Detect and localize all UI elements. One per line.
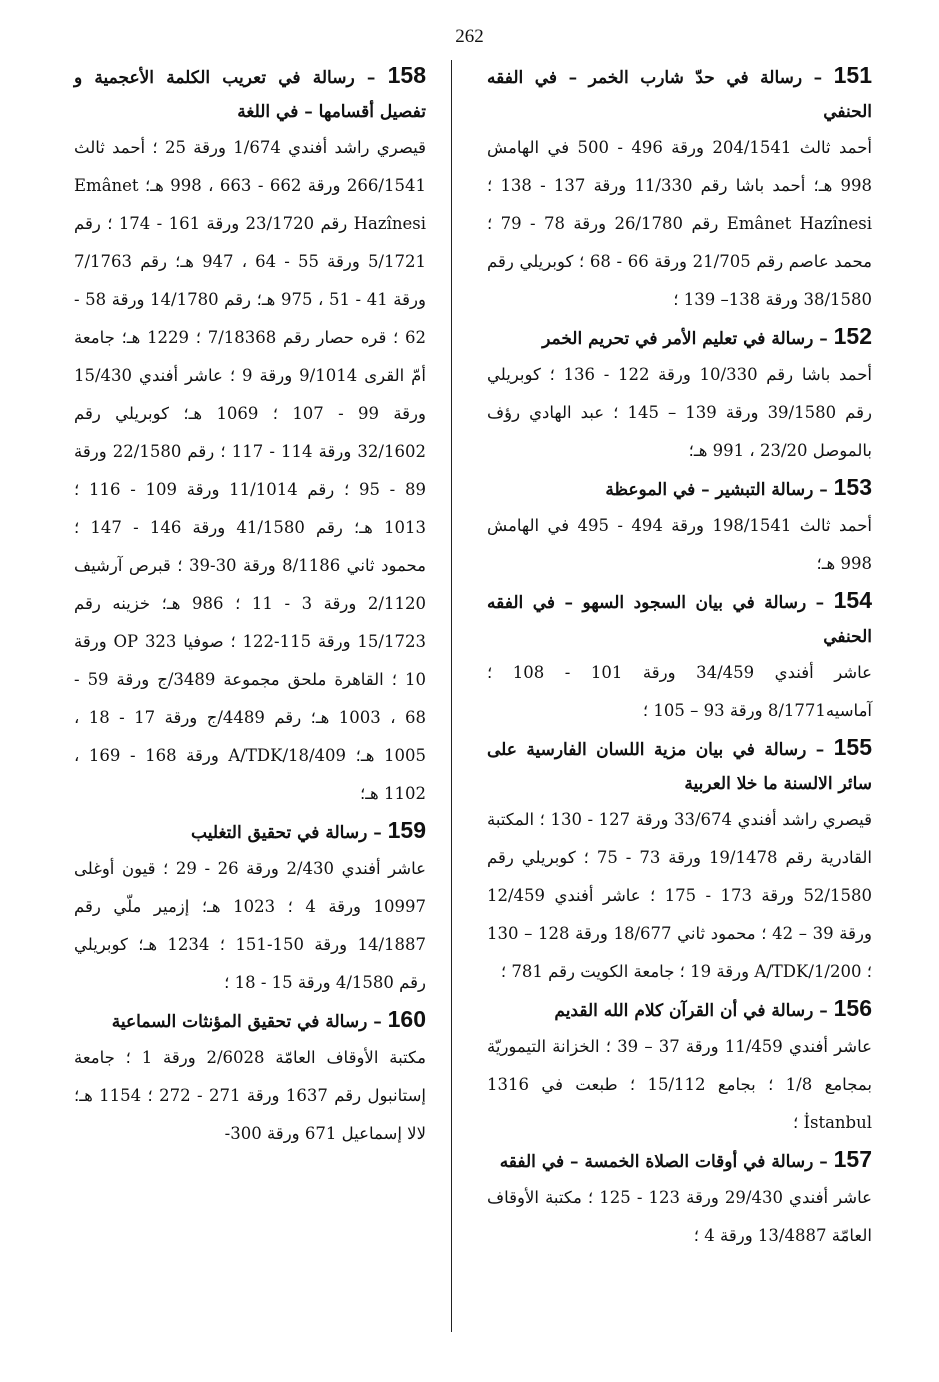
entry-160 <box>74 1002 426 1153</box>
entry-156 <box>487 991 872 1142</box>
entry-159 <box>74 813 426 1002</box>
entry-title <box>74 1002 426 1039</box>
entry-body: عاشر أفندي 29/430 ورقة 123 - 125 ؛ مكتبة الأوقاف العامّة 13/4887 ورقة 4 ؛ <box>487 1188 872 1245</box>
entry-title-text: – رسالة في أن القرآن كلام الله القديم <box>554 1001 834 1021</box>
left-column <box>74 58 426 1153</box>
entry-body: أحمد باشا رقم 10/330 ورقة 122 - 136 ؛ كوبريلي رقم 39/1580 ورقة 139 – 145 ؛ عبد الهادي رؤف بالموصل 23/20 ، 991 هـ؛ <box>487 365 872 460</box>
entry-title-text: – رسالة التبشير – في الموعظة <box>605 480 834 500</box>
entry-158 <box>74 58 426 813</box>
entry-number: 151 <box>833 62 872 88</box>
entry-number: 158 <box>387 62 426 88</box>
entry-title <box>487 730 872 801</box>
entry-title-text: – رسالة في تعريب الكلمة الأعجمية و تفصيل أقسامها – في اللغة <box>74 68 426 122</box>
entry-157 <box>487 1142 872 1255</box>
entry-title-text: – رسالة في حدّ شارب الخمر – في الفقه الحنفي <box>487 68 872 122</box>
entry-number: 157 <box>833 1146 872 1172</box>
entry-155 <box>487 730 872 991</box>
entry-title <box>74 58 426 129</box>
entry-title-text: – رسالة في تعليم الأمر في تحريم الخمر <box>542 329 834 349</box>
entry-153 <box>487 470 872 583</box>
entry-title-text: – رسالة في أوقات الصلاة الخمسة – في الفقه <box>499 1152 834 1172</box>
entry-body: أحمد ثالث 198/1541 ورقة 494 - 495 في الهامش 998 هـ؛ <box>487 516 872 573</box>
entry-number: 155 <box>833 734 872 760</box>
entry-152 <box>487 319 872 470</box>
entry-title-text: – رسالة في بيان مزية اللسان الفارسية على سائر الالسنة ما خلا العربية <box>487 740 872 794</box>
entry-body: عاشر أفندي 11/459 ورقة 37 – 39 ؛ الخزانة التيموريّة بمجامع 1/8 ؛ بجامع 15/112 ؛ طبعت في 1316 İstanbul ؛ <box>487 1037 872 1132</box>
entry-title-text: – رسالة في بيان السجود السهو – في الفقه الحنفي <box>487 593 872 647</box>
entry-154 <box>487 583 872 730</box>
column-divider <box>451 60 452 1332</box>
entry-body: عاشر أفندي 2/430 ورقة 26 - 29 ؛ قيون أوغلى 10997 ورقة 4 ؛ 1023 هـ؛ إزمير ملّي رقم 14/1887 ورقة 150-151 ؛ 1234 هـ؛ كوبريلي رقم 4/1580 ورقة 15 - 18 ؛ <box>74 859 426 992</box>
entry-body: عاشر أفندي 34/459 ورقة 101 - 108 ؛ آماسيه8/1771 ورقة 93 – 105 ؛ <box>487 663 872 720</box>
entry-number: 160 <box>387 1006 426 1032</box>
entry-title <box>487 991 872 1028</box>
entry-body: قيصري راشد أفندي 33/674 ورقة 127 - 130 ؛ المكتبة القادرية رقم 19/1478 ورقة 73 - 75 ؛ كوبريلي رقم 52/1580 ورقة 173 - 175 ؛ عاشر أفندي 12/459 ورقة 39 – 42 ؛ محمود ثاني 18/677 ورقة 128 – 130 ؛ 1/200/A/TDK ورقة 19 ؛ جامعة الكويت رقم 781 ؛ <box>487 810 872 981</box>
entry-body: أحمد ثالث 204/1541 ورقة 496 - 500 في الهامش 998 هـ؛ أحمد باشا رقم 11/330 ورقة 137 - 138 ؛ Emânet Hazînesi رقم 26/1780 ورقة 78 - 79 ؛ محمد عاصم رقم 21/705 ورقة 66 - 68 ؛ كوبريلي رقم 38/1580 ورقة 138– 139 ؛ <box>487 138 872 309</box>
entry-number: 156 <box>833 995 872 1021</box>
entry-title <box>74 813 426 850</box>
entry-number: 154 <box>833 587 872 613</box>
entry-body: قيصري راشد أفندي 1/674 ورقة 25 ؛ أحمد ثالث 266/1541 ورقة 662 - 663 ، 998 هـ؛ Emânet Hazînesi رقم 23/1720 ورقة 161 - 174 ؛ رقم 5/1721 ورقة 55 - 64 ، 947 هـ؛ رقم 7/1763 ورقة 41 - 51 ، 975 هـ؛ رقم 14/1780 ورقة 58 - 62 ؛ قره حصار رقم 7/18368 ؛ 1229 هـ؛ جامعة أمّ القرى 9/1014 ورقة 9 ؛ عاشر أفندي 15/430 ورقة 99 - 107 ؛ 1069 هـ؛ كوبريلي رقم 32/1602 ورقة 114 - 117 ؛ رقم 22/1580 ورقة 89 - 95 ؛ رقم 11/1014 ورقة 109 - 116 ؛ 1013 هـ؛ رقم 41/1580 ورقة 146 - 147 ؛ محمود ثاني 8/1186 ورقة 30-39 ؛ قبرص آرشيف 2/1120 ورقة 3 - 11 ؛ 986 هـ؛ خزينه رقم 15/1723 ورقة 115-122 ؛ صوفيا 323 OP ورقة 10 ؛ القاهرة ملحق مجموعة 3489/ج ورقة 59 - 68 ، 1003 هـ؛ رقم 4489/ج ورقة 17 - 18 ، 1005 هـ؛ 18/409/A/TDK ورقة 168 - 169 ، 1102 هـ؛ <box>74 138 426 803</box>
entry-title <box>487 583 872 654</box>
entry-body: مكتبة الأوقاف العامّة 2/6028 ورقة 1 ؛ جامعة إستانبول رقم 1637 ورقة 271 - 272 ؛ 1154 هـ؛ لالا إسماعيل 671 ورقة 300- <box>74 1048 426 1143</box>
entry-title <box>487 470 872 507</box>
entry-title <box>487 319 872 356</box>
entry-number: 159 <box>387 817 426 843</box>
right-column <box>487 58 872 1255</box>
entry-151 <box>487 58 872 319</box>
entry-title <box>487 1142 872 1179</box>
entry-number: 153 <box>833 474 872 500</box>
entry-title-text: – رسالة في تحقيق التغليب <box>191 823 388 843</box>
entry-title-text: – رسالة في تحقيق المؤنثات السماعية <box>111 1012 388 1032</box>
entry-title <box>487 58 872 129</box>
entry-number: 152 <box>833 323 872 349</box>
page-number: 262 <box>455 26 484 47</box>
